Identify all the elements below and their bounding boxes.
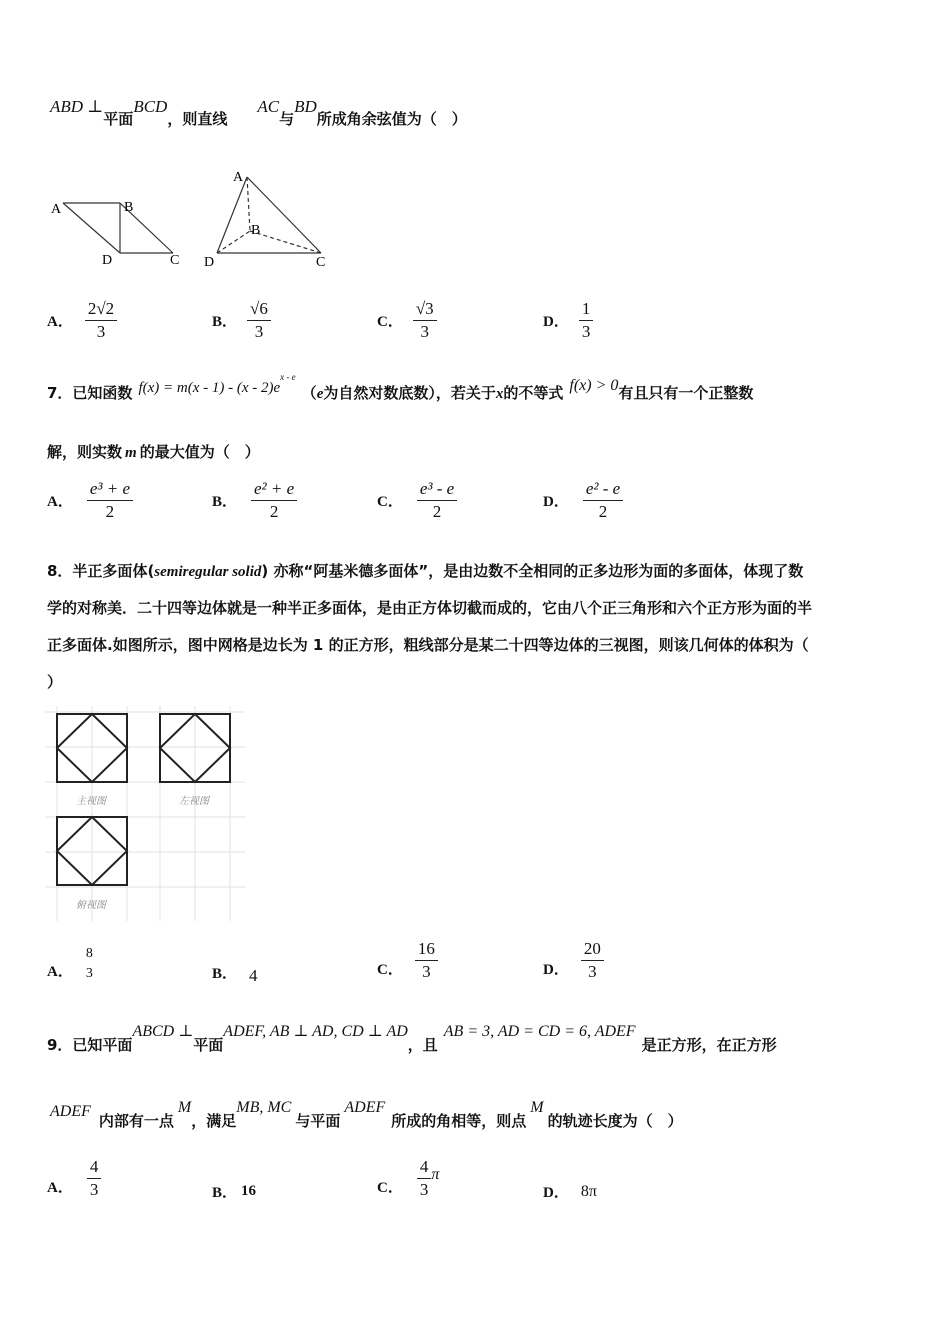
q8-option-c[interactable]: C． $\frac{16}{3}$ — [377, 938, 438, 983]
q7-option-b[interactable]: B． $\frac{\text{e² + e}}{2}$ — [212, 478, 297, 523]
q8-label-side: 左视图 — [179, 796, 209, 807]
q6-stem: ABD ⊥平面BCD，则直线AC与BD所成角余弦值为（ ） — [50, 97, 467, 128]
q6-option-c[interactable]: C． $\frac{√3}{3}$ — [377, 298, 437, 343]
q7-option-d[interactable]: D． $\frac{\text{e² - e}}{2}$ — [543, 478, 623, 523]
q9-stem-line2: ADEF内部有一点M，满足MB, MC与平面ADEF所成的角相等，则点M的轨迹长度为（ ） — [50, 1099, 683, 1130]
q9-option-b[interactable]: B． 16 — [212, 1183, 257, 1201]
q8-option-b[interactable]: B． 4 — [212, 965, 258, 985]
q6-left-label-c: C — [170, 253, 180, 268]
q7-inequality: f(x) > 0 — [569, 377, 619, 394]
q7-option-c[interactable]: C． $\frac{\text{e³ - e}}{2}$ — [377, 478, 457, 523]
q9-option-d[interactable]: D． 8π — [543, 1182, 597, 1201]
q7-function: f(x) = m(x - 1) - (x - 2)e — [138, 380, 281, 396]
q6-left-label-a: A — [51, 202, 62, 217]
q8-three-view-figure — [45, 706, 245, 921]
q6-left-label-b: B — [124, 200, 134, 215]
q7-stem-line2: 解，则实数 m 的最大值为（ ） — [47, 443, 260, 461]
q6-figure — [45, 165, 345, 275]
q8-label-top: 俯视图 — [76, 900, 106, 911]
q8-grid — [45, 706, 245, 921]
q6-option-d[interactable]: D． $\frac{1}{3}$ — [543, 298, 593, 343]
q6-option-b[interactable]: B． $\frac{√6}{3}$ — [212, 298, 271, 343]
q8-stem-line2: 学的对称美．二十四等边体就是一种半正多面体，是由正方体切截而成的，它由八个正三角形和六个正方形为面的半 — [47, 599, 813, 617]
q9-option-a[interactable]: A． $\frac{4}{3}$ — [47, 1156, 101, 1201]
q6-option-a[interactable]: A． $\frac{2√2}{3}$ — [47, 298, 117, 343]
q6-right-label-b: B — [251, 223, 261, 238]
q6-math-abd: ABD ⊥ — [50, 97, 104, 116]
q6-left-label-d: D — [102, 253, 113, 268]
q6-figure-right — [217, 177, 321, 253]
q6-right-label-d: D — [204, 255, 215, 270]
q8-stem-line3: 正多面体.如图所示，图中网格是边长为 1 的正方形，粗线部分是某二十四等边体的三视图，则该几何体的体积为（ — [47, 636, 809, 654]
q8-option-a[interactable]: A． 8 3 — [47, 946, 93, 981]
q8-option-d[interactable]: D． $\frac{20}{3}$ — [543, 938, 604, 983]
q6-right-label-a: A — [233, 170, 244, 185]
q9-option-c[interactable]: C． $\frac{4}{3}$ π — [377, 1157, 440, 1199]
q9-stem-line1: 9．已知平面ABCD ⊥平面ADEF, AB ⊥ AD, CD ⊥ AD，且AB = 3, AD = CD = 6, ADEF是正方形，在正方形 — [47, 1023, 777, 1054]
q7-stem-line1: 7．已知函数 $f(x) = m(x - 1) - (x - 2)e^{x - e}(e$为自然对数底数），若关于x的不等式 f(x) > 0有且只有一个正整数 — [47, 371, 754, 402]
q6-right-label-c: C — [316, 255, 326, 270]
q8-label-front: 主视图 — [76, 796, 106, 807]
q8-stem-line4: ） — [47, 673, 63, 691]
q6-figure-left — [63, 203, 173, 253]
q7-option-a[interactable]: A． $\frac{\text{e³ + e}}{2}$ — [47, 478, 133, 523]
q8-stem-line1: 8．半正多面体(semiregular solid) 亦称“阿基米德多面体”，是由边数不全相同的正多边形为面的多面体，体现了数 — [47, 562, 804, 580]
